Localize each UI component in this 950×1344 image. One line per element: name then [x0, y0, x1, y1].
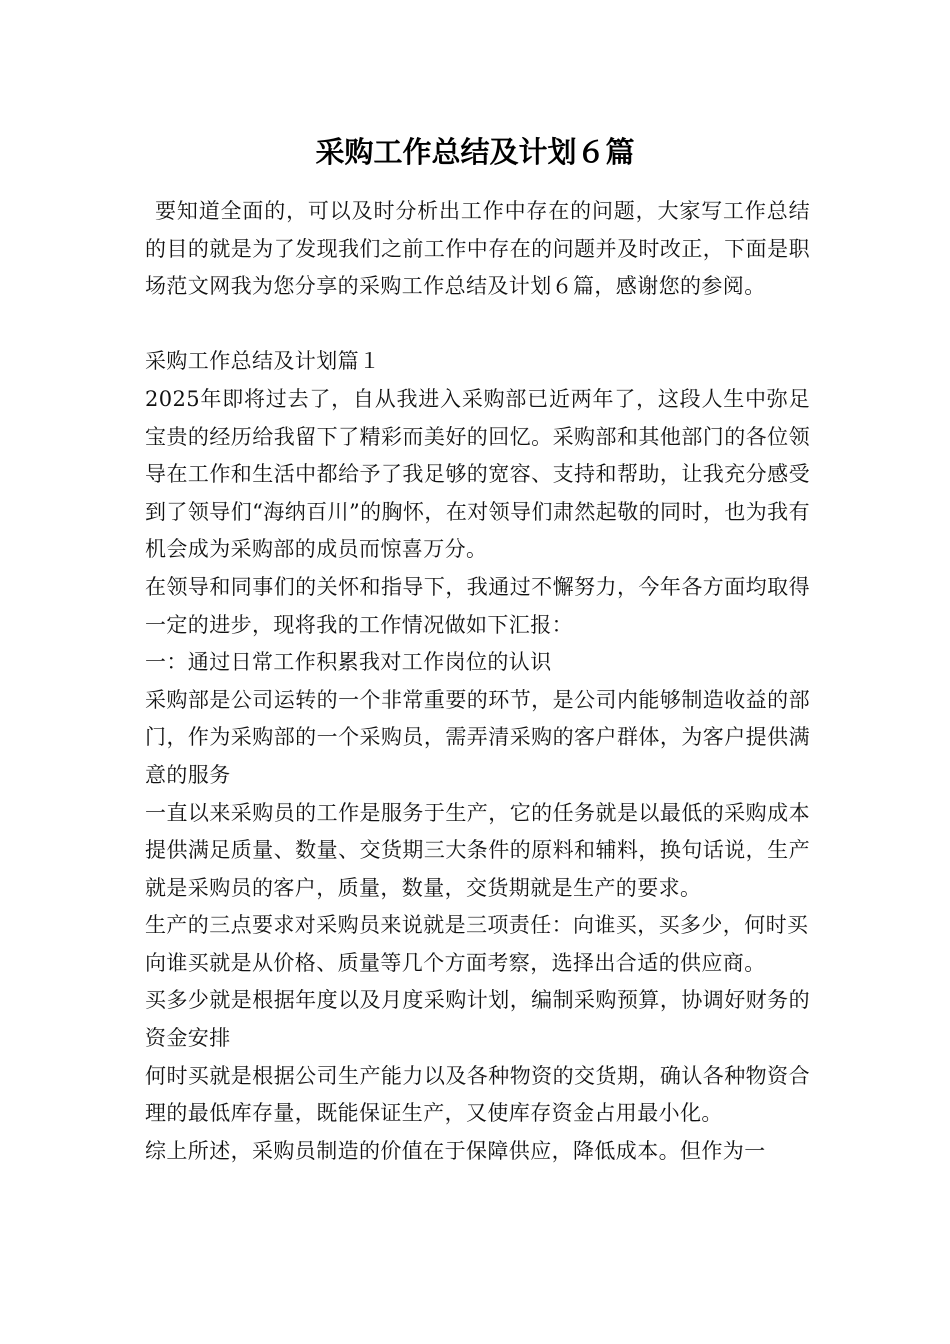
body-paragraph: 生产的三点要求对采购员来说就是三项责任：向谁买，买多少，何时买: [145, 913, 809, 938]
body-paragraph: 何时买就是根据公司生产能力以及各种物资的交货期，确认各种物资合理的最低库存量，既能保证生产，又使库存资金占用最小化。: [145, 1063, 810, 1126]
body-paragraph: 一直以来采购员的工作是服务于生产，它的任务就是以最低的采购成本提供满足质量、数量、交货期三大条件的原料和辅料，换句话说，生产就是采购员的客户，质量，数量，交货期就是生产的要求。: [145, 800, 810, 900]
section-heading: 采购工作总结及计划篇１: [145, 349, 381, 374]
intro-paragraph: 要知道全面的，可以及时分析出工作中存在的问题，大家写工作总结的目的就是为了发现我们之前工作中存在的问题并及时改正，下面是职场范文网我为您分享的采购工作总结及计划６篇，感谢您的参阅。: [145, 199, 810, 299]
body-paragraph: 向谁买就是从价格、质量等几个方面考察，选择出合适的供应商。: [145, 950, 766, 975]
body-paragraph: 买多少就是根据年度以及月度采购计划，编制采购预算，协调好财务的资金安排: [145, 988, 810, 1051]
body-paragraph: 综上所述，采购员制造的价值在于保障供应，降低成本。但作为一: [145, 1138, 766, 1163]
body-paragraph: 2025年即将过去了，自从我进入采购部已近两年了，这段人生中弥足宝贵的经历给我留下了精彩而美好的回忆。采购部和其他部门的各位领导在工作和生活中都给予了我足够的宽容、支持和帮助，让我充分感受到了领导们“海纳百川”的胸怀，在对领导们肃然起敬的同时，也为我有机会成为采购部的成员而惊喜万分。: [145, 386, 810, 562]
paragraph-spacer: [145, 306, 810, 344]
document-body: [145, 193, 810, 1170]
body-paragraph: 采购部是公司运转的一个非常重要的环节，是公司内能够制造收益的部门，作为采购部的一个采购员，需弄清采购的客户群体，为客户提供满意的服务: [145, 687, 810, 787]
body-paragraph: 在领导和同事们的关怀和指导下，我通过不懈努力，今年各方面均取得一定的进步，现将我的工作情况做如下汇报：: [145, 574, 810, 637]
document-title: 采购工作总结及计划６篇: [315, 135, 635, 169]
subsection-heading: 一：通过日常工作积累我对工作岗位的认识: [145, 650, 552, 675]
